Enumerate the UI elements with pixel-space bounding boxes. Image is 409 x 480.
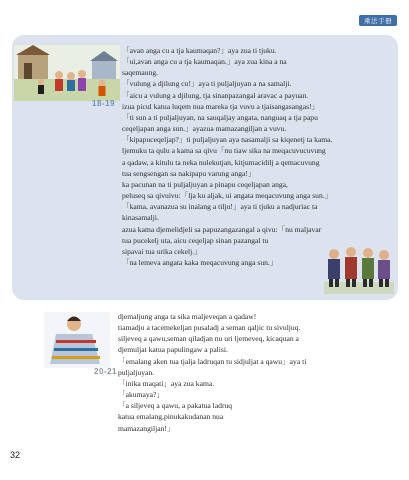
text-line: ljemuku ta qulu a kama sa qivu「nu tiaw sika na meqacuvucuvung xyxy=(122,146,326,156)
text-line: 「inika maqati」aya zua kama. xyxy=(118,378,215,388)
story-text-section-2 xyxy=(118,311,306,434)
text-line: peluseq sa qivuivu:「lja ku aljak, ui angata meqacuvung anga sun.」 xyxy=(122,191,333,201)
text-line: sipavai tua urika cekelj.」 xyxy=(122,246,202,256)
text-line: 「ti sun a ti puljaljuyan, na sauqaljay angata, nanguaq a tja papu xyxy=(122,112,318,122)
text-line: 「emalang aken tua tjalja ladruqan tu sidjuljat a qawu」aya ti xyxy=(118,356,307,366)
text-line: djemaljung anga ta sika maljeveqan a qadaw! xyxy=(118,312,257,321)
lesson-number-18-19: 18-19 xyxy=(92,99,115,108)
text-line: 「kipapuceqeljap?」ti puljaljuyan aya nasamalji sa kiqenetj ta kama. xyxy=(122,135,333,145)
text-line: 「vulung a djilung cu!」aya ti puljaljuyan a na samalji. xyxy=(122,79,292,89)
text-line: ceqeljapan anga sun.」ayazua mamazangiljan a vuvu. xyxy=(122,124,287,134)
blanket-figure-illustration xyxy=(44,312,110,368)
text-line: 「avan anga cu a tja kaumaqan?」aya zua ti tjuku. xyxy=(122,46,277,55)
village-scene-icon xyxy=(14,45,120,101)
village-scene-illustration xyxy=(14,45,120,101)
lesson-number-20-21: 20-21 xyxy=(94,367,117,376)
text-line: ka pacunan na ti puljaljuyan a pinapu ceqeljapan anga, xyxy=(122,179,288,189)
text-line: a qadaw, a kitulu ta neka nulekutjan, kitjumacidilj a qemacuvung xyxy=(122,157,320,167)
text-line: siljeveq a qawu,seman qiladjan nu uri ljemeveq, kicaquan a xyxy=(118,334,299,344)
text-line: mamazangiljan!」 xyxy=(118,423,175,433)
text-line: puljaljuyan. xyxy=(118,367,155,377)
header-tag: 乘法手冊 xyxy=(359,15,397,26)
text-line: djemuljat katua papulingaw a palisi. xyxy=(118,345,228,355)
text-line: 「ui,avan anga cu a tja kaumaqan.」aya zua kina a na xyxy=(122,57,287,67)
text-line: izua picul katua luqem nua mareka tja vuvu a tjaisangasangas!」 xyxy=(122,101,320,111)
page-number: 32 xyxy=(10,450,21,460)
story-text-section-1 xyxy=(122,45,332,268)
text-line: 「akumaya?」 xyxy=(118,390,164,400)
blanket-figure-icon xyxy=(44,312,110,368)
text-line: tua pucekelj uta, aicu ceqeljap sinan pazangal tu xyxy=(122,235,269,245)
text-line: katua emalang,pinukakudanan nua xyxy=(118,412,224,422)
text-line: 「aicu a vulung a djilung, tja sinanpazangal aravac a payuan. xyxy=(122,90,309,100)
elders-group-illustration xyxy=(324,238,394,294)
text-line: kinasamalji. xyxy=(122,213,159,223)
elders-group-icon xyxy=(324,238,394,294)
text-line: saqemaung. xyxy=(122,68,159,78)
text-line: tua sengsengan sa nakipapu varung anga!」 xyxy=(122,168,256,178)
text-line: 「kama, avanazua su inalang a tilju!」aya ti tjuku a nadjuriac ta xyxy=(122,202,318,212)
text-line: 「na lemeva angata kaka meqacuvung anga sun.」 xyxy=(122,257,278,267)
text-line: azua kama djemelidjeli sa papuzangazangal a qivu:「nu maljavar xyxy=(122,224,322,234)
text-line: tiamadju a tacemekeljan pusaladj a seman qaljic tu sivuljuq. xyxy=(118,323,301,333)
text-line: 「a siljeveq a qawu, a pakatua ladruq xyxy=(118,401,233,411)
